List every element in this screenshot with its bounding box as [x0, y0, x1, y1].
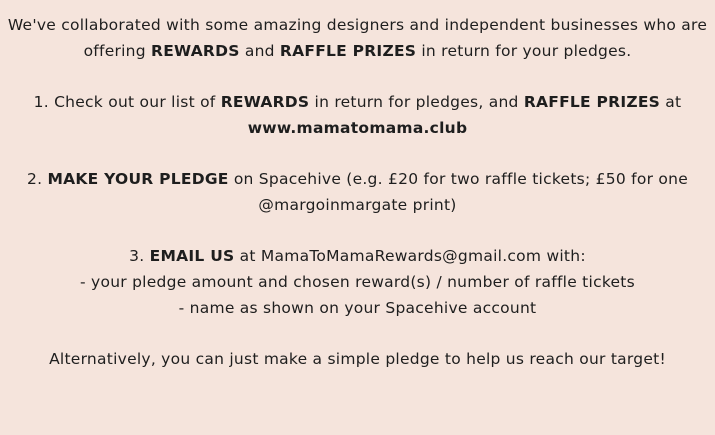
email-us-emphasis: EMAIL US: [149, 247, 235, 265]
step-2-text-1: 2.: [26, 170, 48, 188]
intro-rewards-emphasis: REWARDS: [151, 42, 240, 60]
website-url: www.mamatomama.club: [247, 119, 468, 137]
step-1-text-1: 1. Check out our list of: [33, 93, 221, 111]
step-3-text-1: 3.: [129, 247, 150, 265]
step-3-text-2: at MamaToMamaRewards@gmail.com with:: [234, 247, 586, 265]
step-3-paragraph: [0, 243, 715, 321]
step-1-text-2: in return for pledges, and: [309, 93, 524, 111]
step-1-rewards-emphasis: REWARDS: [220, 93, 310, 111]
make-your-pledge-emphasis: MAKE YOUR PLEDGE: [47, 170, 229, 188]
step-2-paragraph: [0, 166, 715, 218]
intro-text-3: in return for your pledges.: [416, 42, 632, 60]
step-1-paragraph: [0, 89, 715, 141]
step-3-bullet-name: - name as shown on your Spacehive account: [178, 299, 537, 317]
intro-text-1: We've collaborated with some amazing designers and independent businesses who are offering: [7, 16, 708, 60]
closing-paragraph: [0, 346, 715, 372]
closing-text: Alternatively, you can just make a simple pledge to help us reach our target!: [49, 350, 666, 368]
intro-paragraph: [0, 12, 715, 64]
intro-raffle-prizes-emphasis: RAFFLE PRIZES: [279, 42, 417, 60]
step-1-text-3: at: [660, 93, 682, 111]
intro-text-2: and: [239, 42, 280, 60]
step-3-bullet-pledge-amount: - your pledge amount and chosen reward(s) / number of raffle tickets: [80, 273, 635, 291]
step-2-text-2: on Spacehive (e.g. £20 for two raffle tickets; £50 for one @margoinmargate print): [228, 170, 688, 214]
step-1-raffle-prizes-emphasis: RAFFLE PRIZES: [523, 93, 661, 111]
